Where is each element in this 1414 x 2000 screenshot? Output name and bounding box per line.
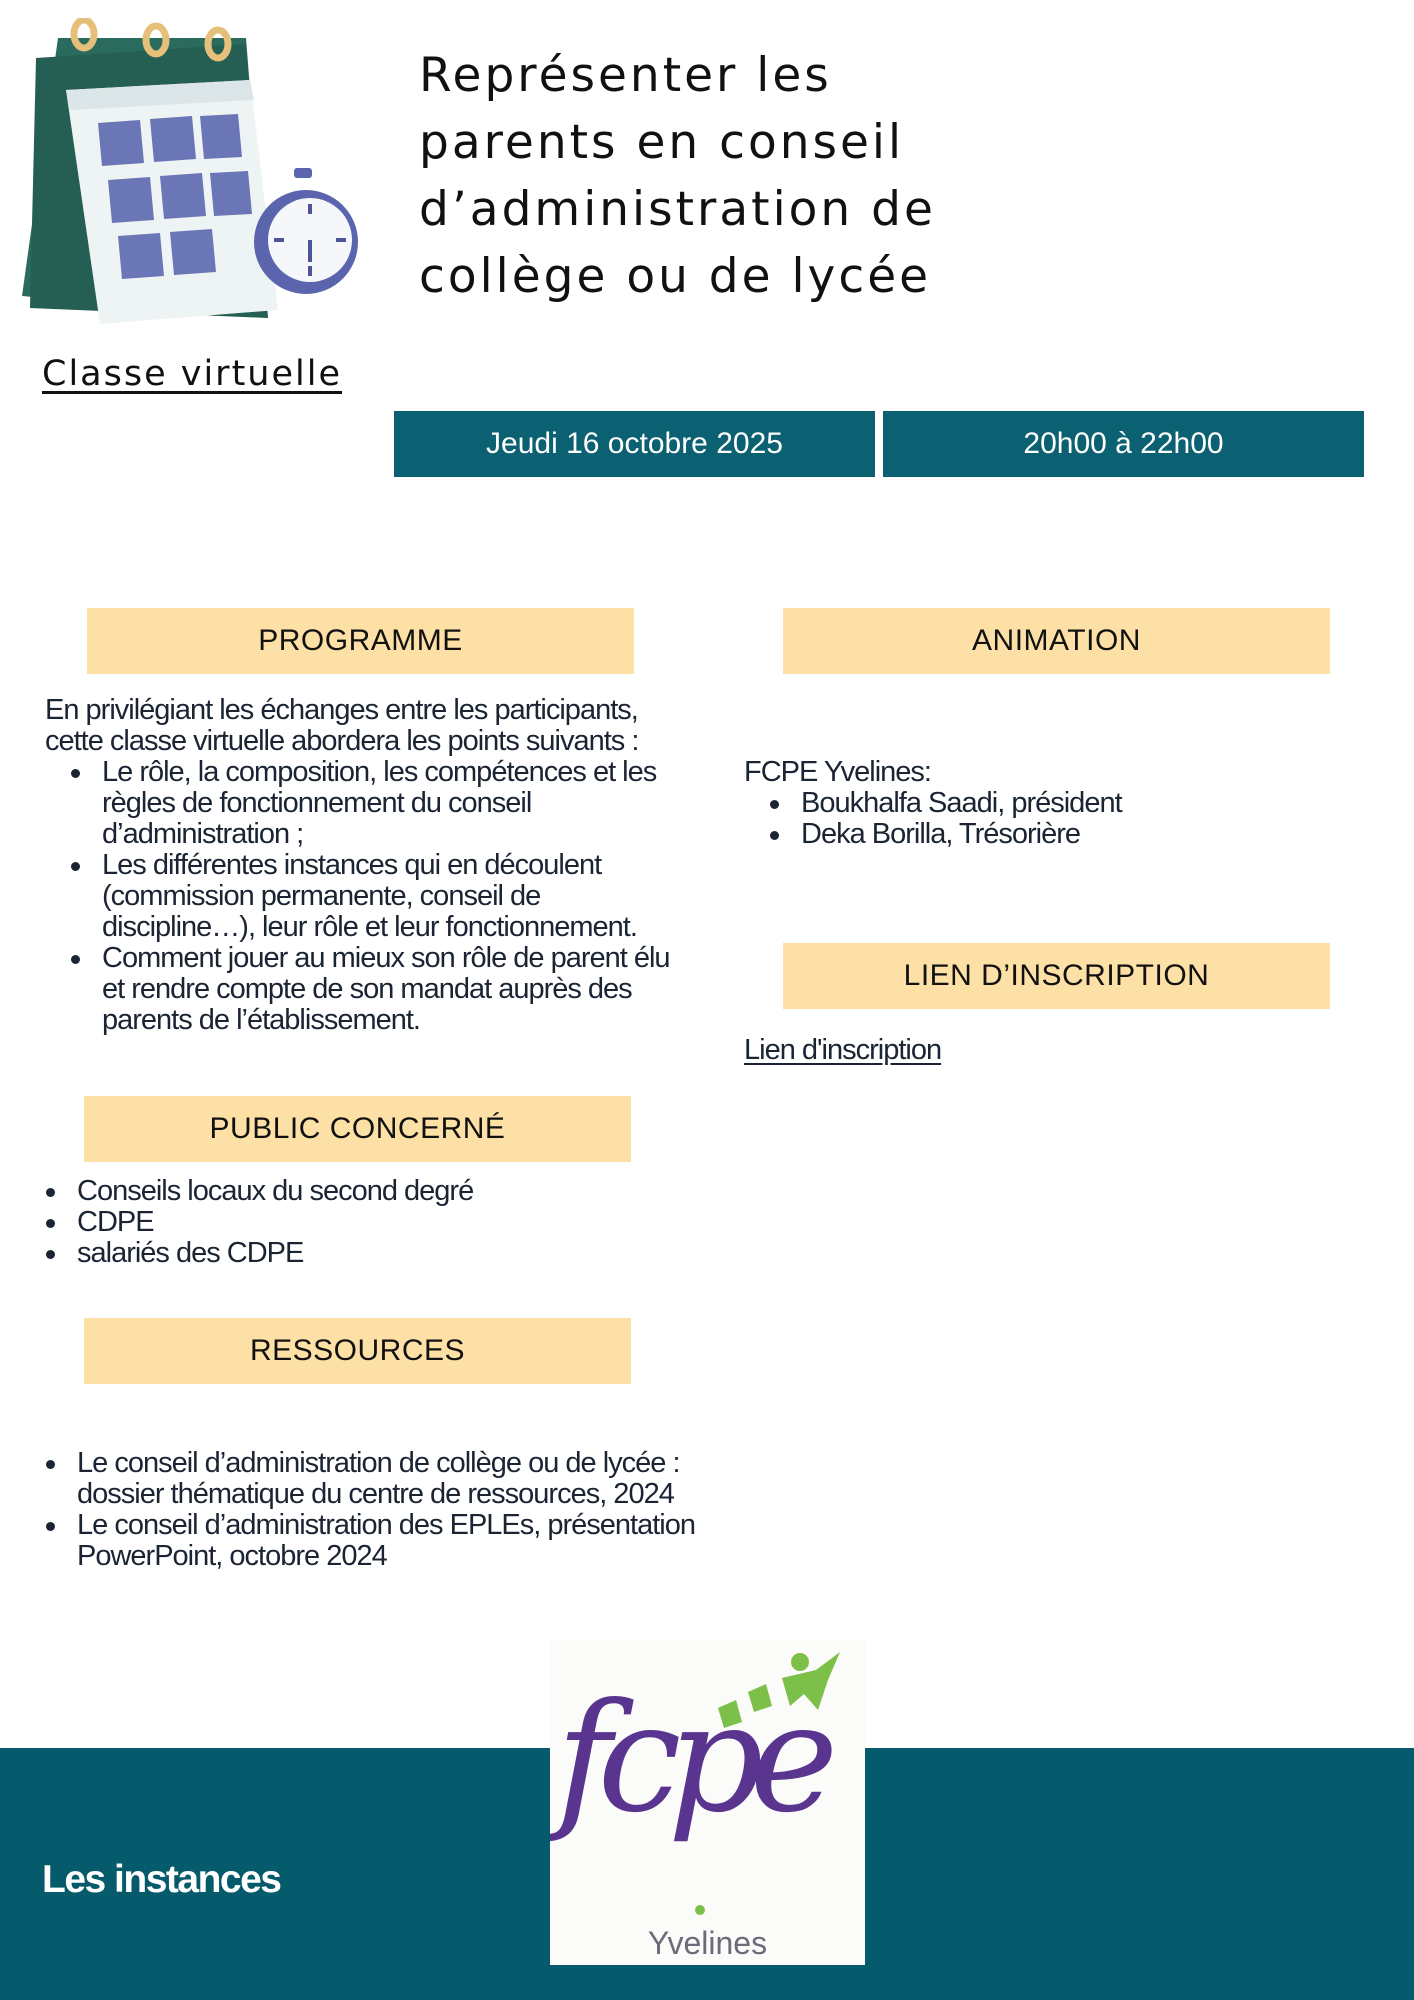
animation-list — [744, 788, 1364, 850]
animation-section — [744, 757, 1364, 850]
inscription-link[interactable]: Lien d'inscription — [744, 1034, 942, 1066]
list-item: Le conseil d’administration de collège ou de lycée : dossier thématique du centre de ressources, 2024 — [20, 1448, 710, 1510]
programme-list — [45, 757, 695, 1036]
ressources-heading: RESSOURCES — [84, 1318, 631, 1384]
subtitle: Classe virtuelle — [42, 354, 342, 394]
programme-intro: En privilégiant les échanges entre les participants, cette classe virtuelle abordera les points suivants : — [45, 694, 639, 757]
list-item: Boukhalfa Saadi, président — [744, 788, 1364, 819]
event-time: 20h00 à 22h00 — [883, 411, 1364, 477]
list-item: Le conseil d’administration des EPLEs, présentation PowerPoint, octobre 2024 — [20, 1510, 710, 1572]
public-list — [20, 1176, 660, 1269]
logo-text: fcpe — [556, 1672, 825, 1846]
logo-subtitle: Yvelines — [647, 1925, 768, 1961]
animation-org: FCPE Yvelines: — [744, 756, 931, 788]
list-item: Le rôle, la composition, les compétences et les règles de fonctionnement du conseil d’administration ; — [45, 757, 695, 850]
programme-section — [45, 695, 695, 1036]
public-heading: PUBLIC CONCERNÉ — [84, 1096, 631, 1162]
list-item: Deka Borilla, Trésorière — [744, 819, 1364, 850]
inscription-heading: LIEN D’INSCRIPTION — [783, 943, 1330, 1009]
list-item: Comment jouer au mieux son rôle de parent élu et rendre compte de son mandat auprès des parents de l’établissement. — [45, 943, 695, 1036]
calendar-clock-icon — [18, 18, 358, 338]
programme-heading: PROGRAMME — [87, 608, 634, 674]
fcpe-logo-mark — [550, 1640, 865, 1940]
list-item: Les différentes instances qui en découlent (commission permanente, conseil de discipline…), leur rôle et leur fonctionnement. — [45, 850, 695, 943]
list-item: CDPE — [20, 1207, 660, 1238]
list-item: Conseils locaux du second degré — [20, 1176, 660, 1207]
ressources-list — [20, 1448, 710, 1572]
event-date: Jeudi 16 octobre 2025 — [394, 411, 875, 477]
footer-label: Les instances — [42, 1858, 281, 1901]
list-item: salariés des CDPE — [20, 1238, 660, 1269]
animation-heading: ANIMATION — [783, 608, 1330, 674]
page-title: Représenter les parents en conseil d’administration de collège ou de lycée — [419, 48, 936, 304]
fcpe-logo — [550, 1640, 865, 1965]
